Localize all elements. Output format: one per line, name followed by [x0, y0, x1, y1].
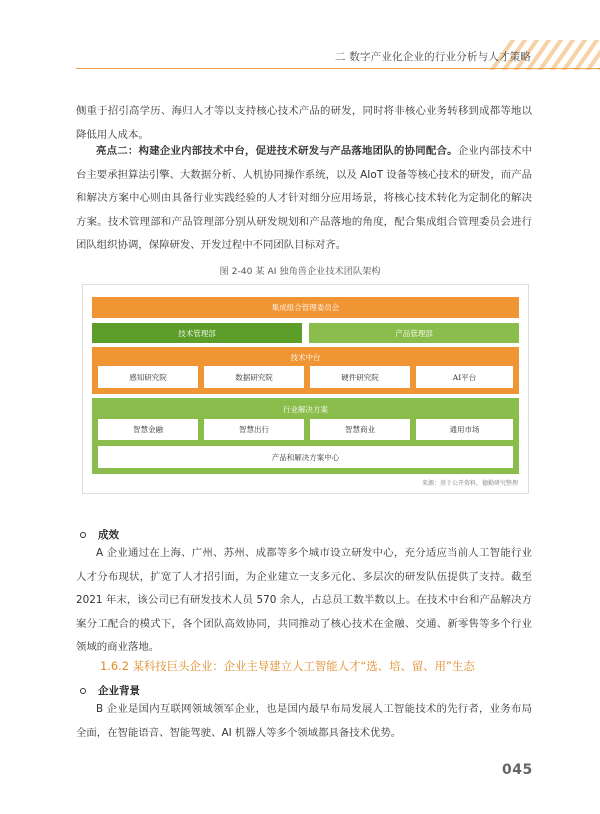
product-solution-center: 产品和解决方案中心 [98, 446, 513, 468]
highlight-two: 亮点二：构建企业内部技术中台，促进技术研发与产品落地团队的协同配合。 [96, 145, 458, 157]
paragraph-2 [76, 140, 532, 258]
results-heading: 成效 [98, 529, 119, 541]
page-number: 045 [502, 762, 533, 778]
figure-caption: 图 2-40 某 AI 独角兽企业技术团队架构 [219, 266, 381, 277]
product-management-bar: 产品管理部 [309, 323, 519, 343]
platform-item: 硬件研究院 [310, 366, 410, 388]
section-heading: 1.6.2 某科技巨头企业：企业主导建立人工智能人才“选、培、留、用”生态 [100, 659, 475, 673]
paragraph-4: B 企业是国内互联网领域领军企业，也是国内最早布局发展人工智能技术的先行者，业务布局全面，在智能语音、智能驾驶、AI 机器人等多个领域都具备技术优势。 [76, 703, 532, 739]
paragraph-1: 侧重于招引高学历、海归人才等以支持核心技术产品的研发，同时将非核心业务转移到成都等地以降低用人成本。 [76, 105, 532, 141]
tech-platform-panel [92, 347, 519, 394]
platform-item: AI平台 [416, 366, 513, 388]
platform-item: 感知研究院 [98, 366, 198, 388]
tech-management-bar: 技术管理部 [92, 323, 302, 343]
paragraph-3: A 企业通过在上海、广州、苏州、成都等多个城市设立研发中心，充分适应当前人工智能行业人才分布现状，扩宽了人才招引面，为企业建立一支多元化、多层次的研发队伍提供了支持。截至 2021 年末，该公司已有研发技术人员 570 余人，占总员工数半数以上。在技术中台和产品解决方案分工配合的模式下，各个团队高效协同，共同推动了核心技术在金融、交通、新零售等多个行业领域的商业落地。 [76, 547, 532, 654]
page-top [0, 0, 600, 38]
committee-bar: 集成组合管理委员会 [92, 297, 519, 318]
solution-item: 智慧出行 [204, 419, 304, 440]
figure-source: 来源：基于公开资料，德勤研究整理 [421, 480, 518, 487]
bullet-icon [80, 688, 86, 694]
header-rule [76, 68, 600, 69]
background-heading: 企业背景 [98, 685, 140, 697]
bullet-icon [80, 532, 86, 538]
tech-platform-title: 技术中台 [290, 353, 321, 362]
solution-item: 通用市场 [416, 419, 513, 440]
platform-item: 数据研究院 [204, 366, 304, 388]
industry-solutions-title: 行业解决方案 [283, 405, 328, 414]
paragraph-2-body: 企业内部技术中台主要承担算法引擎、大数据分析、人机协同操作系统，以及 AIoT 设备等核心技术的研发，而产品和解决方案中心则由具备行业实践经验的人才针对细分应用场景，将核心技术转化为定制化的解决方案。技术管理部和产品管理部分别从研发规划和产品落地的角度，配合集成组合管理委员会进行团队组织协调，保障研发、开发过程中不同团队目标对齐。 [76, 145, 532, 252]
solution-item: 智慧商业 [310, 419, 410, 440]
org-chart-figure [82, 284, 529, 494]
running-header: 二 数字产业化企业的行业分析与人才策略 [335, 51, 532, 63]
solution-item: 智慧金融 [98, 419, 198, 440]
industry-solutions-panel [92, 398, 519, 474]
